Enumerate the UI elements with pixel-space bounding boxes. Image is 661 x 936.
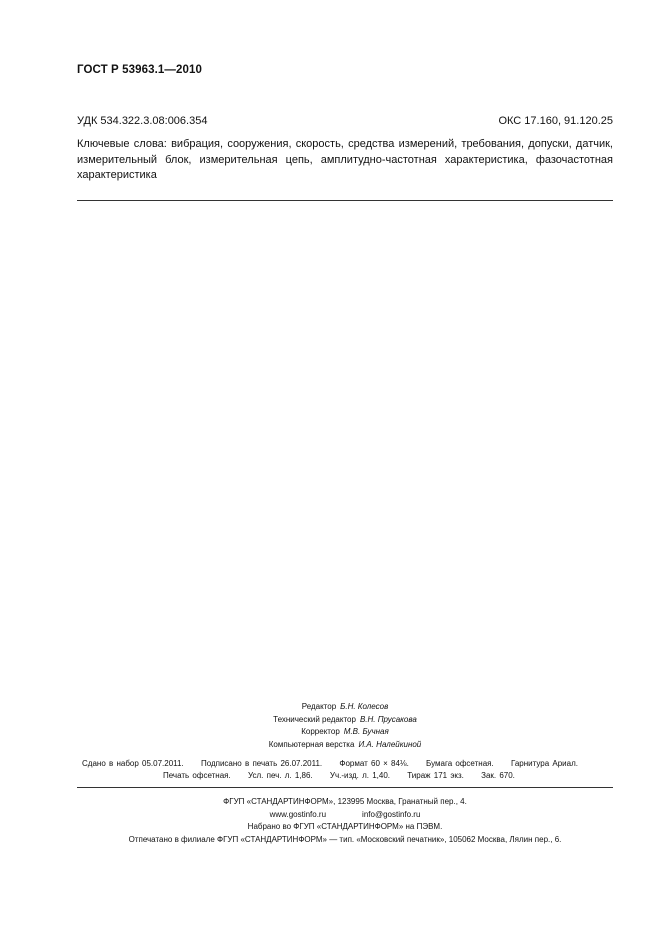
print-type: Печать офсетная. [163,771,231,780]
format: Формат 60 × 84⅛. [339,759,409,768]
credit-name: Б.Н. Колесов [340,702,389,711]
credit-name: М.В. Бучная [343,727,389,736]
divider-top [77,200,613,201]
credit-role: Компьютерная верстка [268,739,355,749]
typeset-note: Набрано во ФГУП «СТАНДАРТИНФОРМ» на ПЭВМ. [247,822,443,831]
website-link[interactable]: www.gostinfo.ru [269,809,327,819]
credit-corrector [77,726,613,739]
paper: Бумага офсетная. [426,759,494,768]
publisher-contacts [77,809,613,822]
email-link[interactable]: info@gostinfo.ru [362,809,421,819]
credit-layout [77,739,613,752]
publisher-address: ФГУП «СТАНДАРТИНФОРМ», 123995 Москва, Гранатный пер., 4. [223,797,467,806]
credit-editor [77,701,613,714]
circulation: Тираж 171 экз. [407,771,464,780]
keywords-paragraph: Ключевые слова: вибрация, сооружения, скорость, средства измерений, требования, допуски, датчик, измерительный блок, измерительная цепь, амплитудно-частотная характеристика, фазочастотная характеристика [77,138,613,181]
credit-role: Корректор [301,727,340,736]
credit-role: Технический редактор [273,714,356,724]
printed-sheets: Усл. печ. л. 1,86. [247,771,313,780]
printing-line-1 [82,759,578,768]
edition-sheets: Уч.-изд. л. 1,40. [329,771,391,780]
typeface: Гарнитура Ариал. [510,759,578,768]
printing-line-2 [163,771,515,780]
credit-tech-editor [77,714,613,727]
submitted-date: Сдано в набор 05.07.2011. [82,759,184,768]
credit-role: Редактор [301,702,337,711]
credit-name: И.А. Налейкиной [358,739,422,749]
credit-name: В.Н. Прусакова [359,714,417,724]
credits-block [77,701,613,751]
udk-code: УДК 534.322.3.08:006.354 [77,115,208,127]
oks-code: ОКС 17.160, 91.120.25 [498,115,613,127]
standard-number: ГОСТ Р 53963.1—2010 [77,64,202,76]
signed-date: Подписано в печать 26.07.2011. [200,759,323,768]
divider-bottom [77,787,613,788]
publisher-block [77,796,613,846]
order-number: Зак. 670. [481,771,515,780]
printed-note: Отпечатано в филиале ФГУП «СТАНДАРТИНФОРМ» — тип. «Московский печатник», 105062 Москва, Лялин пер., 6. [128,834,562,844]
